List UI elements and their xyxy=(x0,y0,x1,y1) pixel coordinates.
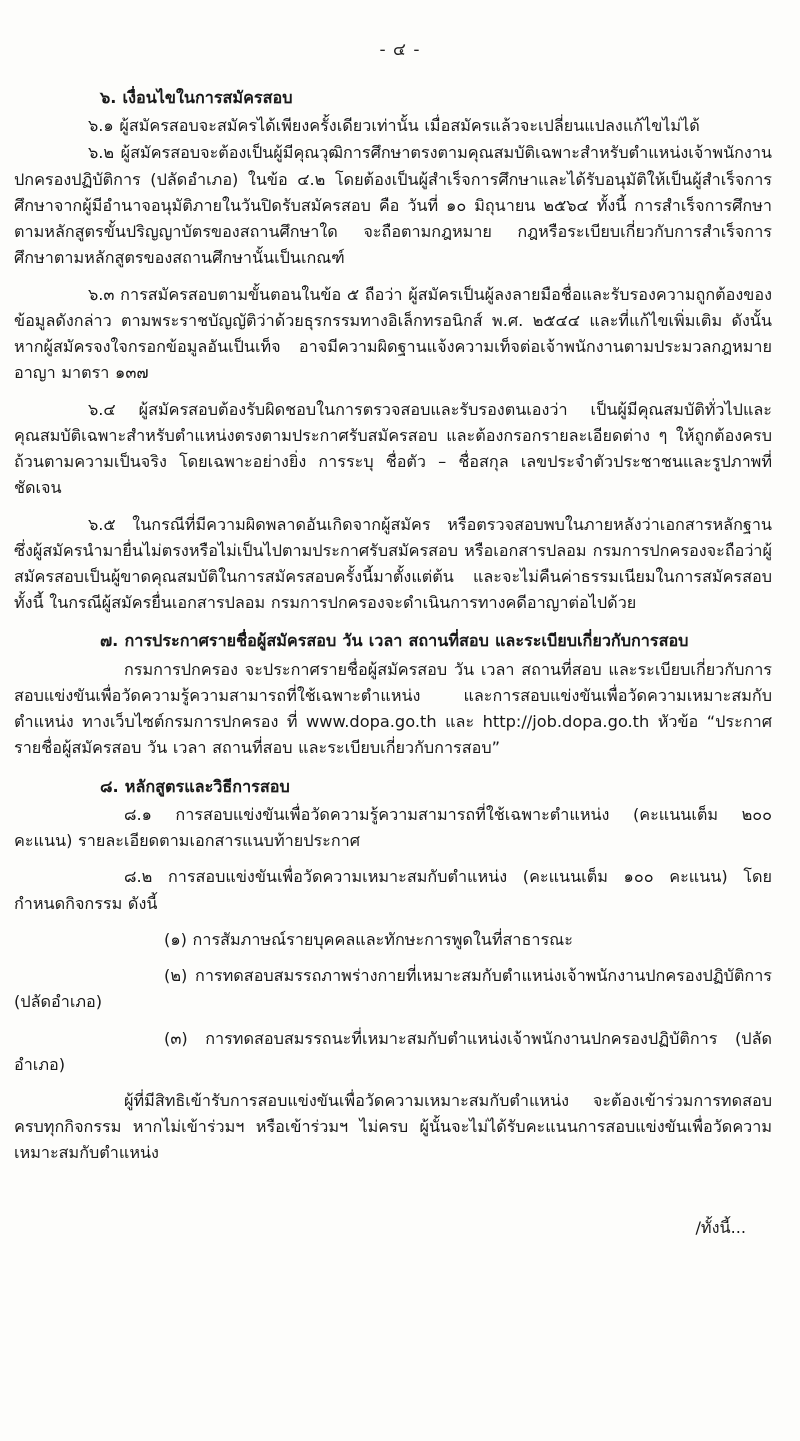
paragraph-8-2: ๘.๒ การสอบแข่งขันเพื่อวัดความเหมาะสมกับตำแหน่ง (คะแนนเต็ม ๑๐๐ คะแนน) โดยกำหนดกิจกรรม ดังนี้ xyxy=(14,867,772,913)
section-heading-6: ๖. เงื่อนไขในการสมัครสอบ xyxy=(100,88,293,107)
continuation-note: /ทั้งนี้... xyxy=(695,1217,746,1237)
paragraph-6-4: ๖.๔ ผู้สมัครสอบต้องรับผิดชอบในการตรวจสอบและรับรองตนเองว่า เป็นผู้มีคุณสมบัติทั่วไปและคุณสมบัติเฉพาะสำหรับตำแหน่งตรงตามประกาศรับสมัครสอบ และต้องกรอกรายละเอียดต่าง ๆ ให้ถูกต้องครบถ้วนตามความเป็นจริง โดยเฉพาะอย่างยิ่ง การระบุ ชื่อตัว – ชื่อสกุล เลขประจำตัวประชาชนและรูปภาพที่ชัดเจน xyxy=(14,399,772,498)
paragraph-6-2: ๖.๒ ผู้สมัครสอบจะต้องเป็นผู้มีคุณวุฒิการศึกษาตรงตามคุณสมบัติเฉพาะสำหรับตำแหน่งเจ้าพนักงานปกครองปฏิบัติการ (ปลัดอำเภอ) ในข้อ ๔.๒ โดยต้องเป็นผู้สำเร็จการศึกษาและได้รับอนุมัติให้เป็นผู้สำเร็จการศึกษาจากผู้มีอำนาจอนุมัติภายในวันปิดรับสมัครสอบ คือ วันที่ ๑๐ มิถุนายน ๒๕๖๔ ทั้งนี้ การสำเร็จการศึกษาตามหลักสูตรขั้นปริญญาบัตรของสถานศึกษาใด จะถือตามกฎหมาย กฎหรือระเบียบเกี่ยวกับการสำเร็จการศึกษาตามหลักสูตรของสถานศึกษานั้นเป็นเกณฑ์ xyxy=(14,143,772,268)
document-body xyxy=(14,85,772,1241)
paragraph-6-3: ๖.๓ การสมัครสอบตามขั้นตอนในข้อ ๕ ถือว่า ผู้สมัครเป็นผู้ลงลายมือชื่อและรับรองความถูกต้องของข้อมูลดังกล่าว ตามพระราชบัญญัติว่าด้วยธุรกรรมทางอิเล็กทรอนิกส์ พ.ศ. ๒๕๔๔ และที่แก้ไขเพิ่มเติม ดังนั้น หากผู้สมัครจงใจกรอกข้อมูลอันเป็นเท็จ อาจมีความผิดฐานแจ้งความเท็จต่อเจ้าพนักงานตามประมวลกฎหมายอาญา มาตรา ๑๓๗ xyxy=(14,284,772,383)
paragraph-8-closing: ผู้ที่มีสิทธิเข้ารับการสอบแข่งขันเพื่อวัดความเหมาะสมกับตำแหน่ง จะต้องเข้าร่วมการทดสอบครบทุกกิจกรรม หากไม่เข้าร่วมฯ หรือเข้าร่วมฯ ไม่ครบ ผู้นั้นจะไม่ได้รับคะแนนการสอบแข่งขันเพื่อวัดความเหมาะสมกับตำแหน่ง xyxy=(14,1090,772,1163)
paragraph-6-1: ๖.๑ ผู้สมัครสอบจะสมัครได้เพียงครั้งเดียวเท่านั้น เมื่อสมัครแล้วจะเปลี่ยนแปลงแก้ไขไม่ได้ xyxy=(88,116,700,136)
section-heading-8: ๘. หลักสูตรและวิธีการสอบ xyxy=(100,776,290,796)
page-number: - ๔ - xyxy=(379,40,421,60)
sub-item-1: (๑) การสัมภาษณ์รายบุคคลและทักษะการพูดในที่สาธารณะ xyxy=(164,929,573,949)
section-heading-7: ๗. การประกาศรายชื่อผู้สมัครสอบ วัน เวลา สถานที่สอบ และระเบียบเกี่ยวกับการสอบ xyxy=(100,631,689,651)
sub-item-2: (๒) การทดสอบสมรรถภาพร่างกายที่เหมาะสมกับตำแหน่งเจ้าพนักงานปกครองปฏิบัติการ (ปลัดอำเภอ) xyxy=(14,966,772,1012)
paragraph-6-5: ๖.๕ ในกรณีที่มีความผิดพลาดอันเกิดจากผู้สมัคร หรือตรวจสอบพบในภายหลังว่าเอกสารหลักฐาน ซึ่งผู้สมัครนำมายื่นไม่ตรงหรือไม่เป็นไปตามประกาศรับสมัครสอบ หรือเอกสารปลอม กรมการปกครองจะถือว่าผู้สมัครสอบเป็นผู้ขาดคุณสมบัติในการสมัครสอบครั้งนี้มาตั้งแต่ต้น และจะไม่คืนค่าธรรมเนียมในการสมัครสอบ ทั้งนี้ ในกรณีผู้สมัครยื่นเอกสารปลอม กรมการปกครองจะดำเนินการทางคดีอาญาต่อไปด้วย xyxy=(14,514,772,613)
sub-item-3: (๓) การทดสอบสมรรถนะที่เหมาะสมกับตำแหน่งเจ้าพนักงานปกครองปฏิบัติการ (ปลัดอำเภอ) xyxy=(14,1028,772,1074)
paragraph-8-1: ๘.๑ การสอบแข่งขันเพื่อวัดความรู้ความสามารถที่ใช้เฉพาะตำแหน่ง (คะแนนเต็ม ๒๐๐ คะแนน) รายละเอียดตามเอกสารแนบท้ายประกาศ xyxy=(14,804,772,851)
paragraph-7-body: กรมการปกครอง จะประกาศรายชื่อผู้สมัครสอบ วัน เวลา สถานที่สอบ และระเบียบเกี่ยวกับการสอบแข่งขันเพื่อวัดความรู้ความสามารถที่ใช้เฉพาะตำแหน่ง และการสอบแข่งขันเพื่อวัดความเหมาะสมกับตำแหน่ง ทางเว็บไซต์กรมการปกครอง ที่ www.dopa.go.th และ http://job.dopa.go.th หัวข้อ “ประกาศรายชื่อผู้สมัครสอบ วัน เวลา สถานที่สอบ และระเบียบเกี่ยวกับการสอบ” xyxy=(14,659,772,758)
